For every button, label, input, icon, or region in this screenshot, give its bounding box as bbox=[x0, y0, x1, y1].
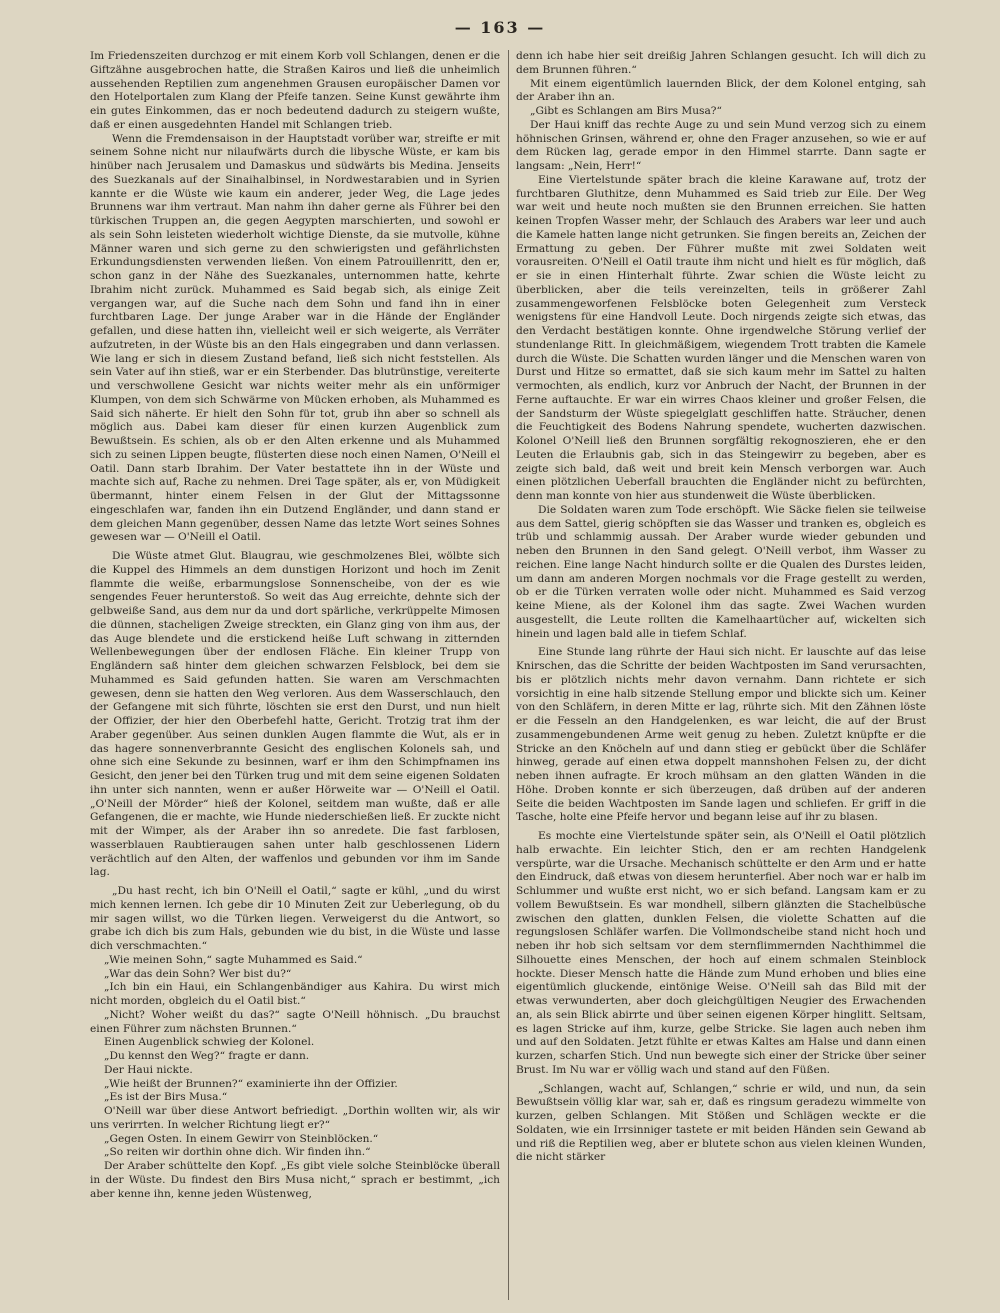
paragraph: „Gibt es Schlangen am Birs Musa?“ bbox=[530, 105, 722, 117]
paragraph: „Wie meinen Sohn,“ sagte Muhammed es Said.“ bbox=[104, 953, 363, 966]
paragraph: Einen Augenblick schwieg der Kolonel. bbox=[104, 1036, 315, 1049]
paragraph: „War das dein Sohn? Wer bist du?“ bbox=[104, 967, 292, 980]
paragraph: „Du kennst den Weg?“ fragte er dann. bbox=[104, 1050, 310, 1062]
paragraph: denn ich habe hier seit dreißig Jahren Schlangen gesucht. Ich will dich zu dem Brunnen führen.“ bbox=[516, 50, 926, 76]
paragraph: Der Araber schüttelte den Kopf. „Es gibt viele solche Steinblöcke überall in der Wüste. Du findest den Birs Musa nicht,“ sprach er bestimmt, „ich aber kenne ihn, kenne jeden Wüstenweg, bbox=[90, 1160, 500, 1200]
paragraph: Eine Stunde lang rührte der Haui sich nicht. Er lauschte auf das leise Knirschen, das die Schritte der beiden Wachtposten im Sand verursachten, bis er plötzlich nichts mehr davon vernahm. Dann richtete er sich vorsichtig in eine halb sitzende Stellung empor und blickte sich um. Keiner von den Schläfern, in deren Mitte er lag, rührte sich. Mit den Zähnen löste er die Fesseln an den Handgelenken, es war leicht, die auf der Brust zusammengebundenen Arme weit genug zu heben. Zuletzt knüpfte er die Stricke an den Knöcheln auf und dann stieg er gebückt über die Schläfer hinweg, gerade auf einen etwa doppelt mannshohen Felsen zu, der dicht neben ihnen aufragte. Er kroch mühsam an den glatten Wänden in die Höhe. Droben konnte er sich überzeugen, daß drüben auf der anderen Seite die beiden Wachtposten im Sande lagen und schliefen. Er griff in die Tasche, holte eine Pfeife hervor und begann leise auf ihr zu blasen. bbox=[516, 646, 926, 824]
paragraph: „So reiten wir dorthin ohne dich. Wir finden ihn.“ bbox=[104, 1146, 371, 1159]
paragraph: Im Friedenszeiten durchzog er mit einem Korb voll Schlangen, denen er die Giftzähne ausgebrochen hatte, die Straßen Kairos und ließ die unheimlich aussehenden Reptilien zum angenehmen Grausen europäischer Damen vor den Hotelportalen zum Klang der Pfeife tanzen. Seine Kunst gewährte ihm ein gutes Einkommen, das er noch bedeutend dadurch zu steigern wußte, daß er einen ausgedehnten Handel mit Schlangen trieb. bbox=[90, 50, 500, 131]
paragraph: Der Haui kniff das rechte Auge zu und sein Mund verzog sich zu einem höhnischen Grinsen, während er, ohne den Frager anzusehen, so wie er auf dem Rücken lag, gerade empor in den Himmel starrte. Dann sagte er langsam: „Nein, Herr!“ bbox=[516, 118, 926, 172]
paragraph: Eine Viertelstunde später brach die kleine Karawane auf, trotz der furchtbaren Gluthitze, denn Muhammed es Said trieb zur Eile. Der Weg war weit und heute noch mußten sie den Brunnen erreichen. Sie hatten keinen Tropfen Wasser mehr, der Schlauch des Arabers war leer und auch die Kamele hatten lange nicht getrunken. Sie fingen bereits an, Zeichen der Ermattung zu geben. Der Führer mußte mit zwei Soldaten weit vorausreiten. O'Neill el Oatil traute ihm nicht und hielt es für möglich, daß er sie in einen Hinterhalt führte. Zwar schien die Wüste leicht zu überblicken, aber die teils vereinzelten, teils in größerer Zahl zusammengeworfenen Felsblöcke boten Gelegenheit zum Versteck wenigstens für eine Handvoll Leute. Doch nirgends zeigte sich etwas, das den Verdacht bestätigen konnte. Ohne irgendwelche Störung verlief der stundenlange Ritt. In gleichmäßigem, wiegendem Trott trabten die Kamele durch die Wüste. Die Schatten wurden länger und die Menschen waren von Durst und Hitze so ermattet, daß sie sich kaum mehr im Sattel zu halten vermochten, als endlich, kurz vor Anbruch der Nacht, der Brunnen in der Ferne auftauchte. Er war ein wirres Chaos kleiner und großer Felsen, die der Sandsturm der Wüste spiegelglatt geschliffen hatte. Sträucher, denen die Feuchtigkeit des Bodens Nahrung spendete, wucherten dazwischen. Kolonel O'Neill ließ den Brunnen sorgfältig rekognoszieren, ehe er den Leuten die Erlaubnis gab, sich in das Steingewirr zu begeben, aber es zeigte sich bald, daß weit und breit kein Mensch verborgen war. Auch einen plötzlichen Ueberfall brauchten die Engländer nicht zu befürchten, denn man konnte von hier aus stundenweit die Wüste überblicken. bbox=[516, 173, 926, 502]
paragraph: „Ich bin ein Haui, ein Schlangenbändiger aus Kahira. Du wirst mich nicht morden, obgleich du el Oatil bist.“ bbox=[90, 981, 500, 1007]
paragraph: Es mochte eine Viertelstunde später sein, als O'Neill el Oatil plötzlich halb erwachte. Ein leichter Stich, den er am rechten Handgelenk verspürte, war die Ursache. Mechanisch schüttelte er den Arm und er hatte den Eindruck, daß etwas von diesem herunterfiel. Aber noch war er halb im Schlummer und wußte erst nicht, wo er sich befand. Langsam kam er zu vollem Bewußtsein. Es war mondhell, silbern glänzten die Stachelbüsche zwischen den glatten, dunklen Felsen, die violette Schatten auf die regungslosen Schläfer warfen. Die Vollmondscheibe stand nicht hoch und neben ihr hob sich seltsam vor dem sternflimmernden Nachthimmel die Silhouette eines Menschen, der hoch auf einem schmalen Steinblock hockte. Dieser Mensch hatte die Hände zum Mund erhoben und blies eine eigentümlich gluckende, eintönige Weise. O'Neill sah das Bild mit der etwas verwunderten, aber doch gleichgültigen Neugier des Erwachenden an, als sein Blick abirrte und über seinen eigenen Körper hinglitt. Seltsam, es lagen Stricke auf ihm, kurze, gelbe Stricke. Sie lagen auch neben ihm und auf den Soldaten. Jetzt fühlte er etwas Kaltes am Halse und dann einen kurzen, scharfen Stich. Und nun bewegte sich einer der Stricke über seiner Brust. Im Nu war er völlig wach und stand auf den Füßen. bbox=[516, 830, 926, 1076]
paragraph: „Schlangen, wacht auf, Schlangen,“ schrie er wild, und nun, da sein Bewußtsein völlig klar war, sah er, daß es ringsum geradezu wimmelte von kurzen, gelben Schlangen. Mit Stößen und Schlägen weckte er die Soldaten, wie ein Irrsinniger tastete er mit beiden Händen sein Gewand ab und riß die Reptilien weg, aber er blutete schon aus vielen kleinen Wunden, die nicht stärker bbox=[516, 1082, 926, 1164]
paragraph: Mit einem eigentümlich lauernden Blick, der dem Kolonel entging, sah der Araber ihn an. bbox=[516, 77, 926, 104]
paragraph: Die Wüste atmet Glut. Blaugrau, wie geschmolzenes Blei, wölbte sich die Kuppel des Himmels an dem dunstigen Horizont und hoch im Zenit flammte die weiße, erbarmungslose Sonnenscheibe, von der es wie sengendes Feuer herunterstoß. So weit das Aug erreichte, dehnte sich der gelbweiße Sand, aus dem nur da und dort spärliche, verkrüppelte Mimosen die dünnen, stacheligen Zweige streckten, ein Glanz ging von ihm aus, der das Auge blendete und die erstickend heiße Luft schwang in zitternden Wellenbewegungen über der endlosen Fläche. Ein kleiner Trupp von Engländern saß hinter dem gleichen schwarzen Felsblock, bei dem sie Muhammed es Said gefunden hatten. Sie waren am Verschmachten gewesen, denn sie hatten den Weg verloren. Aus dem Wasserschlauch, den der Gefangene mit sich führte, löschten sie erst den Durst, und nun hielt der Offizier, der hier den Oberbefehl hatte, Gericht. Trotzig trat ihm der Araber gegenüber. Aus seinen dunklen Augen flammte die Wut, als er in das hagere sonnenverbrannte Gesicht des englischen Kolonels sah, und ohne sich eine Sekunde zu besinnen, warf er ihm den Schimpfnamen ins Gesicht, den jener bei den Türken trug und mit dem seine eigenen Soldaten ihn unter sich nannten, wenn er außer Hörweite war — O'Neill el Oatil. „O'Neill der Mörder“ hieß der Kolonel, seitdem man wußte, daß er alle Gefangenen, die er machte, wie Hunde niederschießen ließ. Er zuckte nicht mit der Wimper, als der Araber ihn so anredete. Die fast farblosen, wasserblauen Raubtieraugen sahen unter halb geschlossenen Lidern verächtlich auf den Alten, der waffenlos und gebunden vor ihm im Sande lag. bbox=[90, 550, 500, 879]
paragraph: Die Soldaten waren zum Tode erschöpft. Wie Säcke fielen sie teilweise aus dem Sattel, gierig schöpften sie das Wasser und tranken es, obgleich es trüb und schlammig aussah. Der Araber wurde wieder gebunden und neben den Brunnen in den Sand gelegt. O'Neill verbot, ihm Wasser zu reichen. Eine lange Nacht hindurch sollte er die Qualen des Durstes leiden, um dann am anderen Morgen nochmals vor die Frage gestellt zu werden, ob er die Türken verraten wolle oder nicht. Muhammed es Said verzog keine Miene, als der Kolonel ihm das sagte. Zwei Wachen wurden ausgestellt, die Leute rollten die Kamelhaartücher auf, wickelten sich hinein und lagen bald alle in tiefem Schlaf. bbox=[516, 503, 926, 640]
paragraph: O'Neill war über diese Antwort befriedigt. „Dorthin wollten wir, als wir uns verirrten. In welcher Richtung liegt er?“ bbox=[90, 1105, 500, 1131]
left-column bbox=[90, 50, 500, 1300]
right-column bbox=[516, 50, 926, 1300]
paragraph: „Du hast recht, ich bin O'Neill el Oatil,“ sagte er kühl, „und du wirst mich kennen lernen. Ich gebe dir 10 Minuten Zeit zur Ueberlegung, ob du mir sagen willst, wo die Türken liegen. Verweigerst du die Antwort, so grabe ich dich bis zum Hals, gebunden wie du bist, in die Wüste und lasse dich verschmachten.“ bbox=[90, 885, 500, 952]
paragraph: „Wie heißt der Brunnen?“ examinierte ihn der Offizier. bbox=[104, 1077, 398, 1090]
column-divider bbox=[508, 50, 509, 1300]
paragraph: „Es ist der Birs Musa.“ bbox=[104, 1091, 228, 1104]
paragraph: Wenn die Fremdensaison in der Hauptstadt vorüber war, streifte er mit seinem Sohne nicht nur nilaufwärts durch die libysche Wüste, er kam bis hinüber nach Jerusalem und Damaskus und südwärts bis Medina. Jenseits des Suezkanals auf der Sinaihalbinsel, in Nordwestarabien und in Syrien kannte er die Wüste wie kaum ein anderer, jeder Weg, die Lage jedes Brunnens war ihm vertraut. Man nahm ihn daher gerne als Führer bei den türkischen Truppen an, die gegen Aegypten marschierten, und sowohl er als sein Sohn leisteten wiederholt wichtige Dienste, da sie mutvolle, kühne Männer waren und sich gerne zu den schwierigsten und gefährlichsten Erkundungsdiensten verwenden ließen. Von einem Patrouillenritt, den er, schon ganz in der Nähe des Suezkanales, unternommen hatte, kehrte Ibrahim nicht zurück. Muhammed es Said begab sich, als einige Zeit vergangen war, auf die Suche nach dem Sohn und fand ihn in einer furchtbaren Lage. Der junge Araber war in die Hände der Engländer gefallen, und diese hatten ihn, vielleicht weil er sich weigerte, als Verräter aufzutreten, in der Wüste bis an den Hals eingegraben und dann verlassen. Wie lang er sich in diesem Zustand befand, ließ sich nicht feststellen. Als sein Vater auf ihn stieß, war er ein Sterbender. Das blutrünstige, vereiterte und verschwollene Gesicht war nichts weiter mehr als ein unförmiger Klumpen, von dem sich Schwärme von Mücken erhoben, als Muhammed es Said sich näherte. Er hielt den Sohn für tot, grub ihn aber so schnell als möglich aus. Dabei kam dieser für einen kurzen Augenblick zum Bewußtsein. Es schien, als ob er den Alten erkenne und als Muhammed sich zu seinen Lippen beugte, flüsterten diese noch einen Namen, O'Neill el Oatil. Dann starb Ibrahim. Der Vater bestattete ihn in der Wüste und machte sich auf, Rache zu nehmen. Drei Tage später, als er, von Müdigkeit übermannt, hinter einem Felsen in der Glut der Mittagssonne eingeschlafen war, fanden ihn ein Dutzend Engländer, und dann stand er dem gleichen Mann gegenüber, dessen Name das letzte Wort seines Sohnes gewesen war — O'Neill el Oatil. bbox=[90, 132, 500, 544]
page-number: — 163 — bbox=[454, 18, 546, 37]
paragraph: „Gegen Osten. In einem Gewirr von Steinblöcken.“ bbox=[104, 1132, 379, 1145]
paragraph: Der Haui nickte. bbox=[104, 1063, 193, 1076]
paragraph: „Nicht? Woher weißt du das?“ sagte O'Neill höhnisch. „Du brauchst einen Führer zum nächsten Brunnen.“ bbox=[90, 1008, 500, 1035]
